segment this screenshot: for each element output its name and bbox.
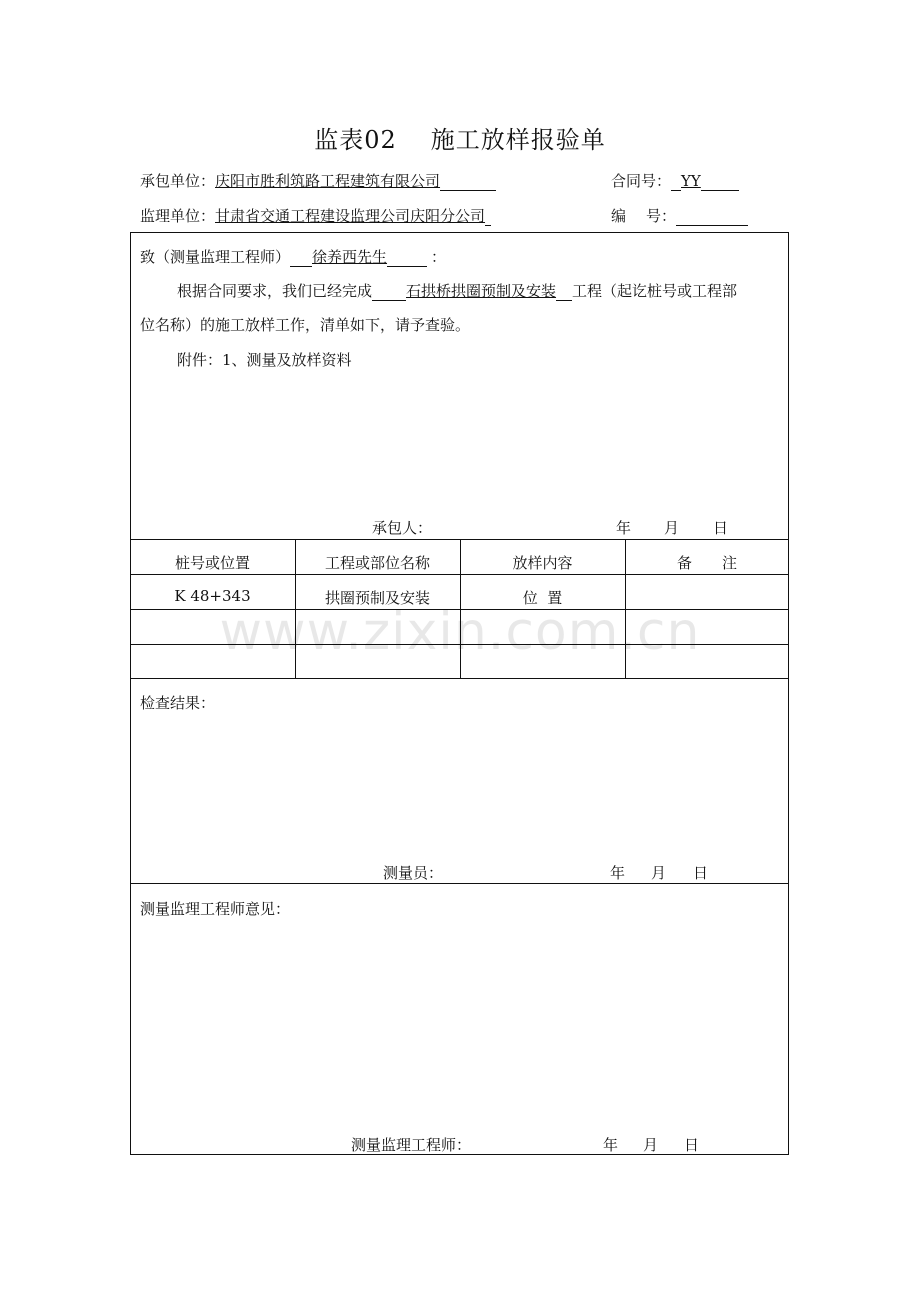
watermark: www.zixin.com.cn — [219, 602, 701, 662]
addressee-line — [140, 246, 446, 267]
addressee-name: 徐养西先生 — [312, 248, 388, 266]
addressee-underline-right — [387, 250, 427, 267]
form-title: 施工放样报验单 — [430, 126, 606, 154]
table-header-setout-content: 放样内容 — [512, 554, 573, 572]
table-bottom-border — [130, 678, 789, 679]
contract-no-row — [611, 170, 739, 191]
contractor-date-day: 日 — [713, 519, 729, 537]
contractor-label: 承包单位： — [140, 172, 216, 190]
serial-label-a: 编 — [611, 207, 627, 225]
page-title — [0, 120, 920, 155]
serial-label-b: 号： — [646, 207, 677, 225]
attachment-line: 附件：1、测量及放样资料 — [177, 351, 352, 369]
contractor-underline — [440, 174, 496, 191]
contractor-date-month: 月 — [664, 519, 680, 537]
letter-body-suffix: 工程（起讫桩号或工程部 — [572, 282, 738, 300]
engineer-date-day: 日 — [684, 1136, 700, 1154]
table-cell: 位 置 — [522, 589, 563, 607]
contract-no-underline-left — [671, 174, 681, 191]
letter-body-line2: 位名称）的施工放样工作，清单如下，请予查验。 — [140, 316, 471, 334]
contract-no-label: 合同号： — [611, 172, 672, 190]
project-underline-right — [556, 284, 572, 301]
addressee-underline-left — [290, 250, 312, 267]
table-header-station: 桩号或位置 — [174, 554, 250, 572]
letter-body-line1 — [177, 280, 737, 301]
supervisor-underline — [485, 209, 491, 226]
engineer-opinion-label: 测量监理工程师意见： — [140, 900, 291, 918]
serial-underline — [676, 209, 748, 226]
addressee-prefix: 致（测量监理工程师） — [140, 248, 291, 266]
project-name: 石拱桥拱圈预制及安装 — [406, 282, 557, 300]
supervisor-value: 甘肃省交通工程建设监理公司庆阳分公司 — [215, 207, 486, 225]
contract-no-value: YY — [681, 172, 701, 190]
supervisor-label: 监理单位： — [140, 207, 216, 225]
table-header-work-name: 工程或部位名称 — [324, 554, 430, 572]
contractor-row — [140, 170, 496, 191]
surveyor-date-day: 日 — [693, 864, 709, 882]
surveyor-signer-label: 测量员： — [383, 864, 444, 882]
letter-body-prefix: 根据合同要求，我们已经完成 — [177, 282, 373, 300]
surveyor-date-year: 年 — [610, 864, 626, 882]
contractor-date-year: 年 — [616, 519, 632, 537]
contractor-value: 庆阳市胜利筑路工程建筑有限公司 — [215, 172, 441, 190]
contractor-signer-label: 承包人： — [372, 519, 433, 537]
contract-no-underline-right — [701, 174, 739, 191]
serial-row — [611, 205, 748, 226]
table-cell: 拱圈预制及安装 — [324, 589, 430, 607]
form-code: 监表02 — [314, 126, 397, 154]
surveyor-date-month: 月 — [651, 864, 667, 882]
engineer-signer-label: 测量监理工程师： — [351, 1136, 472, 1154]
addressee-suffix: ： — [431, 248, 447, 266]
supervisor-row — [140, 205, 491, 226]
engineer-date-month: 月 — [643, 1136, 659, 1154]
table-cell: K 48+343 — [174, 587, 251, 605]
project-underline-left — [372, 284, 406, 301]
form-box — [130, 232, 789, 1155]
check-result-label: 检查结果： — [140, 694, 216, 712]
check-section-border — [130, 883, 789, 884]
table-header-remarks: 备 注 — [676, 554, 737, 572]
engineer-date-year: 年 — [603, 1136, 619, 1154]
